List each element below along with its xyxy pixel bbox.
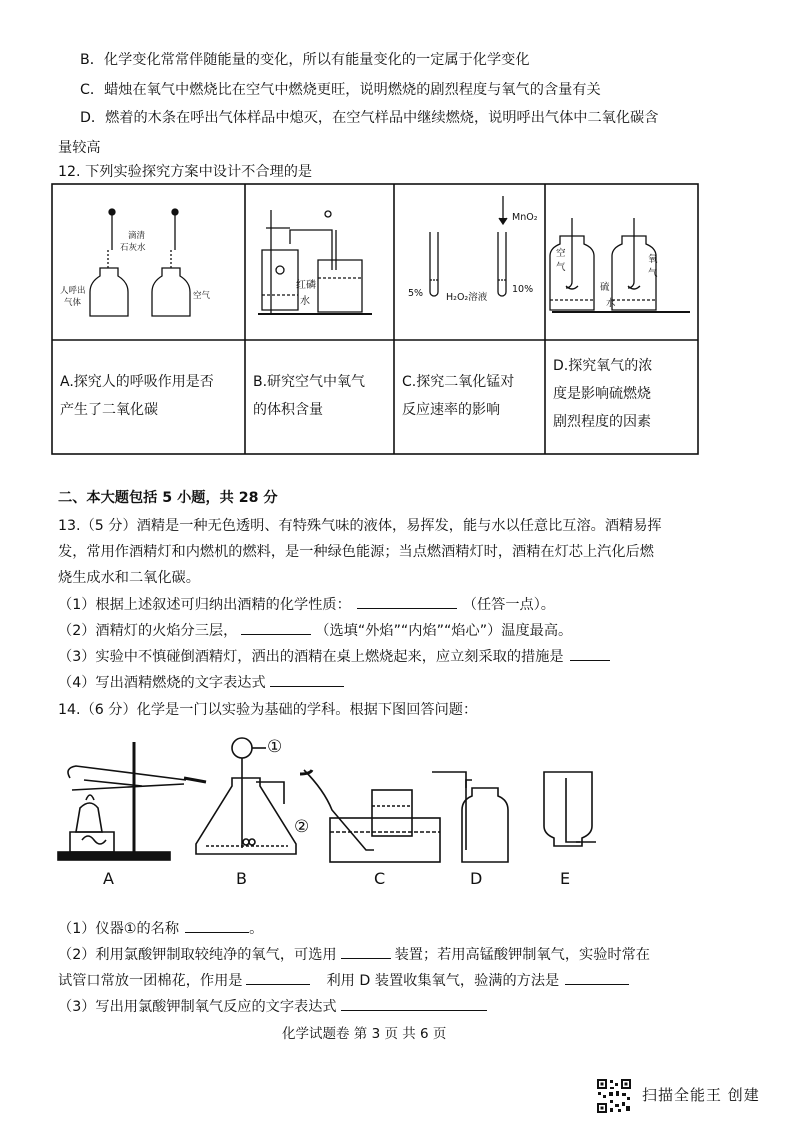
fig-d-left-a: 空	[556, 248, 566, 259]
marker-1: ①	[267, 737, 283, 757]
q11-option-c: C．蜡烛在氧气中燃烧比在空气中燃烧更旺，说明燃烧的剧烈程度与氧气的含量有关	[80, 82, 601, 98]
apparatus-c	[300, 770, 440, 862]
fig-a-label-b: 石灰水	[120, 243, 146, 253]
q12-cell-a: A.探究人的呼吸作用是否 产生了二氧化碳	[60, 374, 214, 418]
answer-blank[interactable]	[341, 996, 487, 1011]
q13-sub-3: （3）实验中不慎碰倒酒精灯，洒出的酒精在桌上燃烧起来，应立刻采取的措施是	[58, 646, 610, 667]
qr-code-icon	[596, 1078, 632, 1114]
fig-c-mno2: MnO₂	[512, 212, 538, 223]
answer-blank[interactable]	[246, 970, 310, 985]
fig-c-left: 5%	[408, 288, 424, 299]
q13-para-3: 烧生成水和二氧化碳。	[58, 570, 200, 586]
fig-a-label-a: 滴清	[128, 231, 146, 241]
q13-para-1: 13.（5 分）酒精是一种无色透明、有特殊气味的液体，易挥发，能与水以任意比互溶。酒精易挥	[58, 518, 662, 534]
fig-a-left-a: 人呼出	[60, 286, 86, 296]
fig-d-left-b: 气	[556, 262, 566, 273]
label-c: C	[374, 869, 386, 888]
fig-d-right-a: 氧	[648, 254, 658, 265]
label-a: A	[103, 869, 114, 888]
answer-blank[interactable]	[341, 944, 391, 959]
marker-2: ②	[294, 817, 310, 837]
fig-d-right-b: 气	[648, 268, 658, 279]
q11-option-b: B．化学变化常常伴随能量的变化，所以有能量变化的一定属于化学变化	[80, 52, 530, 68]
fig-d-s: 硫	[600, 282, 610, 293]
q14-sub-3: （3）写出用氯酸钾制氧气反应的文字表达式	[58, 996, 487, 1017]
q11-option-d-line2: 量较高	[58, 140, 101, 156]
label-e: E	[560, 869, 571, 888]
q13-sub-2: （2）酒精灯的火焰分三层， （选填“外焰”“内焰”“焰心”）温度最高。	[58, 620, 572, 641]
fig-c-middle: H₂O₂溶液	[446, 292, 488, 303]
fig-d-water: 水	[606, 298, 616, 309]
fig-c-right: 10%	[512, 284, 534, 295]
fig-a-left-b: 气体	[64, 298, 82, 308]
q12-stem: 12. 下列实验探究方案中设计不合理的是	[58, 164, 313, 180]
label-d: D	[470, 869, 483, 888]
q14-stem: 14.（6 分）化学是一门以实验为基础的学科。根据下图回答问题：	[58, 702, 478, 718]
q12-cell-d: D.探究氧气的浓 度是影响硫燃烧 剧烈程度的因素	[553, 358, 653, 430]
scanner-brand-watermark: 扫描全能王 创建	[642, 1086, 760, 1104]
fig-b-label-a: 红磷	[296, 280, 316, 291]
section-2-heading: 二、本大题包括 5 小题，共 28 分	[58, 490, 278, 506]
q13-sub-4: （4）写出酒精燃烧的文字表达式	[58, 672, 344, 693]
q12-cell-c: C.探究二氧化锰对 反应速率的影响	[402, 374, 515, 418]
answer-blank[interactable]	[185, 918, 249, 933]
q11-option-d-line1: D．燃着的木条在呼出气体样品中熄灭，在空气样品中继续燃烧，说明呼出气体中二氧化碳含	[80, 110, 659, 126]
q13-sub-1: （1）根据上述叙述可归纳出酒精的化学性质： （任答一点）。	[58, 594, 555, 615]
q12-cell-b: B.研究空气中氧气 的体积含量	[253, 374, 366, 418]
label-b: B	[236, 869, 247, 888]
apparatus-d	[432, 772, 508, 862]
apparatus-a	[58, 742, 206, 860]
fig-a-right: 空气	[193, 291, 211, 301]
q14-sub-2a: （2）利用氯酸钾制取较纯净的氧气，可选用 装置；若用高锰酸钾制氧气，实验时常在	[58, 944, 650, 965]
q14-sub-2b: 试管口常放一团棉花，作用是 利用 D 装置收集氧气，验满的方法是	[58, 970, 629, 991]
answer-blank[interactable]	[565, 970, 629, 985]
q14-sub-1: （1）仪器①的名称 。	[58, 918, 263, 939]
page-footer: 化学试题卷 第 3 页 共 6 页	[282, 1026, 447, 1042]
apparatus-e	[544, 772, 596, 846]
q13-para-2: 发，常用作酒精灯和内燃机的燃料，是一种绿色能源；当点燃酒精灯时，酒精在灯芯上汽化后燃	[58, 544, 654, 560]
fig-b-label-b: 水	[300, 296, 310, 307]
